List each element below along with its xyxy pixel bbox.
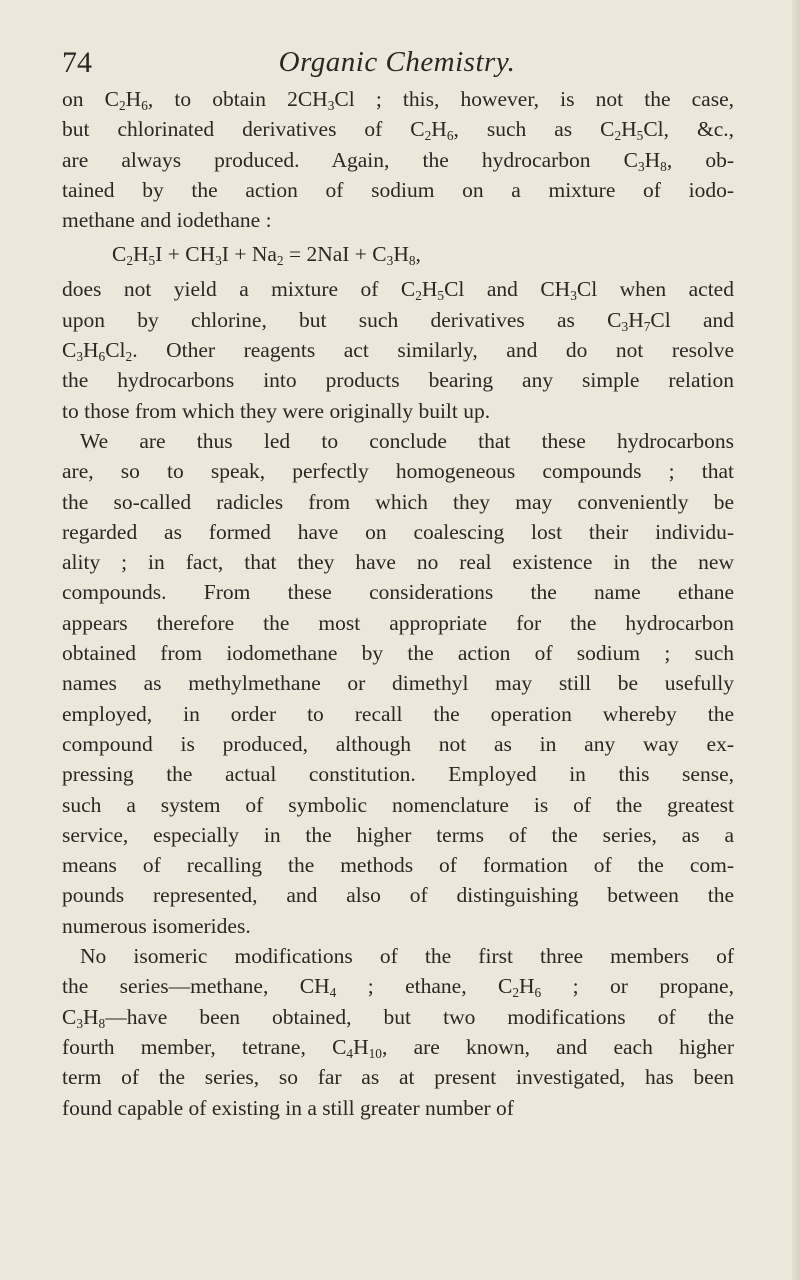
subscript: 3: [637, 158, 645, 174]
subscript: 4: [329, 985, 337, 1001]
subscript: 3: [215, 253, 222, 269]
text-run: Cl and CH: [444, 277, 571, 302]
page-edge: [792, 0, 800, 1280]
text-run: to those from which they were originally built up.: [62, 398, 491, 423]
text-run: Cl ; this, however, is not the case,: [334, 87, 734, 111]
subscript: 7: [643, 318, 651, 334]
text-line: [62, 517, 734, 547]
text-run: means of recalling the methods of formation of the com-: [62, 853, 734, 878]
text-run: service, especially in the higher terms of the series, as a: [62, 822, 734, 847]
subscript: 8: [98, 1015, 106, 1031]
text-run: H: [133, 242, 149, 267]
text-run: C: [62, 338, 77, 363]
text-run: are, so to speak, perfectly homogeneous compounds ; that: [62, 459, 734, 484]
text-run: fourth member, tetrane, C: [62, 1034, 347, 1059]
text-run: H: [421, 277, 438, 302]
text-line: [62, 941, 734, 971]
subscript: 2: [415, 288, 422, 304]
subscript: 5: [148, 253, 156, 269]
page-header: [62, 46, 732, 86]
text-run: H: [353, 1034, 369, 1059]
text-line: [62, 426, 734, 456]
subscript: 3: [327, 97, 335, 113]
subscript: 3: [76, 349, 84, 365]
text-run: , ob-: [666, 147, 734, 172]
subscript: 2: [118, 97, 126, 113]
text-run: compounds. From these considerations the name ethane: [62, 580, 734, 605]
text-run: names as methylmethane or dimethyl may still be usefully: [62, 671, 734, 696]
text-run: , such as C: [453, 117, 615, 142]
text-run: We are thus led to conclude that these hydrocarbons: [80, 428, 734, 453]
text-run: obtained from iodomethane by the action of sodium ; such: [62, 641, 734, 666]
text-run: are always produced. Again, the hydrocarbon C: [62, 147, 638, 172]
text-line: [62, 487, 734, 517]
text-run: the series—methane, CH: [62, 974, 330, 999]
text-run: , to obtain 2CH: [147, 87, 328, 111]
text-line: [62, 84, 734, 114]
text-run: No isomeric modifications of the first three members of: [80, 944, 734, 969]
text-run: upon by chlorine, but such derivatives as C: [62, 307, 622, 332]
text-run: H: [519, 974, 535, 999]
subscript: 4: [346, 1045, 354, 1061]
text-run: , are known, and each higher: [381, 1034, 735, 1059]
subscript: 2: [276, 253, 284, 269]
text-line: [62, 456, 734, 486]
text-line: [62, 759, 734, 789]
text-run: the hydrocarbons into products bearing any simple relation: [62, 368, 734, 393]
text-line: [62, 205, 734, 235]
text-line: [62, 1093, 734, 1123]
subscript: 2: [126, 253, 134, 269]
text-run: employed, in order to recall the operation whereby the: [62, 701, 734, 726]
subscript: 8: [408, 253, 416, 269]
subscript: 5: [437, 288, 445, 304]
text-run: found capable of existing in a still greater number of: [62, 1095, 514, 1120]
text-line: [62, 911, 734, 941]
text-run: ,: [415, 242, 421, 267]
text-run: Cl, &c.,: [643, 117, 734, 142]
text-run: ; ethane, C: [336, 974, 513, 999]
text-run: regarded as formed have on coalescing lost their individu-: [62, 519, 734, 544]
text-run: but chlorinated derivatives of C: [62, 117, 425, 142]
text-run: I + Na: [221, 242, 277, 267]
text-line: [62, 145, 734, 175]
subscript: 6: [534, 985, 542, 1001]
text-run: C: [62, 1004, 77, 1029]
text-run: —have been obtained, but two modifications of the: [105, 1004, 734, 1029]
running-title: Organic Chemistry.: [278, 46, 516, 78]
text-run: on C: [62, 87, 119, 111]
text-run: methane and iodethane :: [62, 208, 272, 233]
text-run: tained by the action of sodium on a mixture of iodo-: [62, 177, 734, 202]
subscript: 2: [125, 349, 133, 365]
text-run: H: [83, 338, 99, 363]
text-run: I + CH: [155, 242, 216, 267]
text-run: H: [83, 1004, 99, 1029]
text-run: term of the series, so far as at present investigated, has been: [62, 1065, 734, 1090]
subscript: 2: [614, 128, 622, 144]
text-run: H: [628, 307, 644, 332]
text-line: [62, 547, 734, 577]
text-run: Cl and: [650, 307, 734, 332]
text-line: [62, 790, 734, 820]
text-line: [62, 850, 734, 880]
text-run: ; or propane,: [541, 974, 734, 999]
text-line: [62, 608, 734, 638]
text-line: [62, 699, 734, 729]
subscript: 3: [386, 253, 394, 269]
subscript: 3: [76, 1015, 84, 1031]
text-line: [62, 365, 734, 395]
text-line: [62, 880, 734, 910]
text-run: H: [125, 87, 142, 111]
text-line: [62, 1032, 734, 1062]
text-run: Cl: [105, 338, 126, 363]
text-line: [62, 396, 734, 426]
text-run: does not yield a mixture of C: [62, 277, 416, 302]
text-run: such a system of symbolic nomenclature is of the greatest: [62, 792, 734, 817]
body-text: [62, 84, 734, 1123]
text-line: [62, 274, 734, 304]
text-line: [62, 729, 734, 759]
text-run: pounds represented, and also of distinguishing between the: [62, 883, 734, 908]
text-line: [62, 114, 734, 144]
text-run: appears therefore the most appropriate for the hydrocarbon: [62, 610, 734, 635]
subscript: 2: [512, 985, 520, 1001]
text-run: C: [112, 242, 127, 267]
subscript: 8: [660, 158, 667, 174]
text-line: [62, 1002, 734, 1032]
page-number: 74: [62, 46, 92, 79]
subscript: 2: [424, 128, 432, 144]
text-line: [62, 820, 734, 850]
text-line: [62, 175, 734, 205]
text-run: = 2NaI + C: [283, 242, 387, 267]
text-run: ality ; in fact, that they have no real existence in the new: [62, 550, 734, 575]
text-line: [62, 577, 734, 607]
subscript: 6: [98, 349, 106, 365]
text-line: [62, 335, 734, 365]
text-line: [62, 971, 734, 1001]
text-run: numerous isomerides.: [62, 913, 251, 938]
text-run: H: [644, 147, 661, 172]
subscript: 6: [141, 97, 148, 113]
text-run: H: [393, 242, 409, 267]
text-run: the so-called radicles from which they may conveniently be: [62, 489, 734, 514]
subscript: 6: [446, 128, 454, 144]
text-run: pressing the actual constitution. Employed in this sense,: [62, 762, 734, 787]
text-run: . Other reagents act similarly, and do not resolve: [132, 338, 734, 363]
text-line: [62, 1062, 734, 1092]
text-run: H: [431, 117, 447, 142]
text-line: [62, 668, 734, 698]
subscript: 10: [368, 1045, 382, 1061]
text-line: [62, 638, 734, 668]
equation-line: [62, 235, 734, 274]
text-line: [62, 305, 734, 335]
text-run: H: [621, 117, 637, 142]
subscript: 3: [570, 288, 577, 304]
subscript: 3: [621, 318, 629, 334]
text-run: compound is produced, although not as in any way ex-: [62, 731, 734, 756]
subscript: 5: [636, 128, 644, 144]
text-run: Cl when acted: [576, 277, 734, 302]
